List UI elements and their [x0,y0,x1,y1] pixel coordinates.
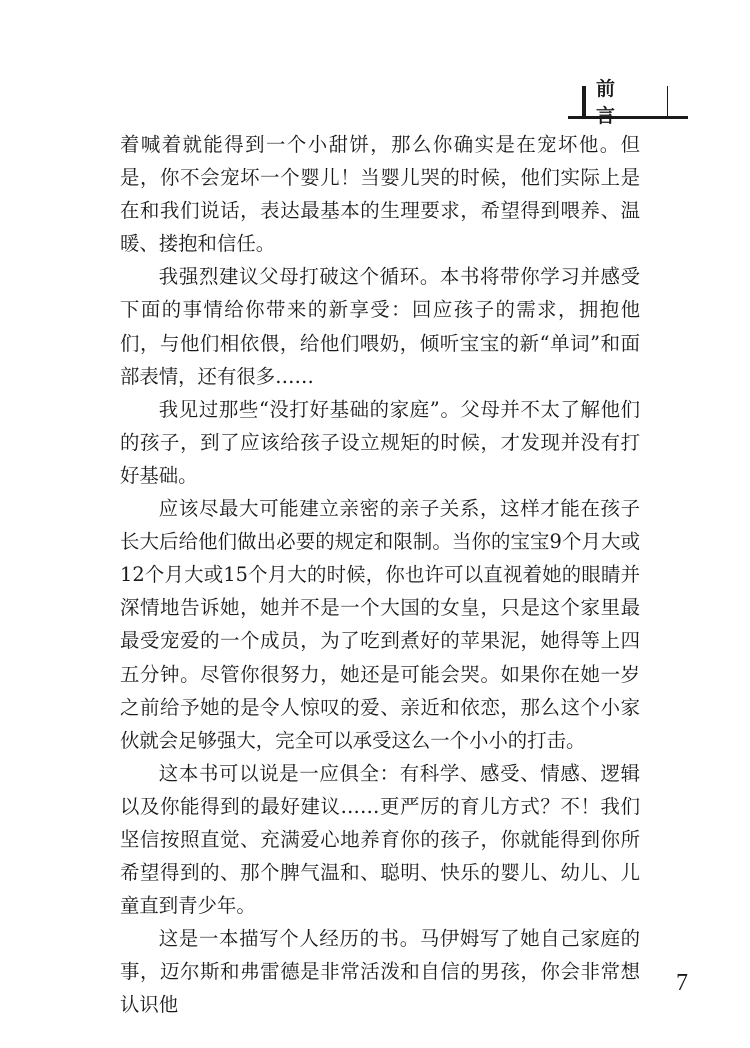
paragraph: 我见过那些“没打好基础的家庭”。父母并不太了解他们的孩子，到了应该给孩子设立规矩的时候，才发现并没有打好基础。 [120,397,640,487]
page-number: 7 [676,970,688,996]
paragraph: 这本书可以说是一应俱全：有科学、感受、情感、逻辑以及你能得到的最好建议……更严厉的育儿方式？不！我们坚信按照直觉、充满爱心地养育你的孩子，你就能得到你所希望得到的、那个脾气温和、聪明、快乐的婴儿、幼儿、儿童直到青少年。 [120,761,640,918]
paragraph: 着喊着就能得到一个小甜饼，那么你确实是在宠坏他。但是，你不会宠坏一个婴儿！当婴儿哭的时候，他们实际上是在和我们说话，表达最基本的生理要求，希望得到喂养、温暖、搂抱和信任。 [120,133,640,256]
running-header [568,78,688,120]
paragraph: 应该尽最大可能建立亲密的亲子关系，这样才能在孩子长大后给他们做出必要的规定和限制。当你的宝宝9个月大或12个月大或15个月大的时候，你也许可以直视着她的眼睛并深情地告诉她，她并不是一个大国的女皇，只是这个家里最最受宠爱的一个成员，为了吃到煮好的苹果泥，她得等上四五分钟。尽管你很努力，她还是可能会哭。如果你在她一岁之前给予她的是令人惊叹的爱、亲近和依恋，那么这个小家伙就会足够强大，完全可以承受这么一个小小的打击。 [120,497,640,752]
paragraph: 这是一本描写个人经历的书。马伊姆写了她自己家庭的事，迈尔斯和弗雷德是非常活泼和自信的男孩，你会非常想认识他 [120,927,640,1017]
body-text [120,128,640,1022]
header-rule [568,116,688,119]
section-title: 前 [582,86,668,116]
paragraph: 我强烈建议父母打破这个循环。本书将带你学习并感受下面的事情给你带来的新享受：回应孩子的需求，拥抱他们，与他们相依偎，给他们喂奶，倾听宝宝的新“单词”和面部表情，还有很多…… [120,265,640,388]
